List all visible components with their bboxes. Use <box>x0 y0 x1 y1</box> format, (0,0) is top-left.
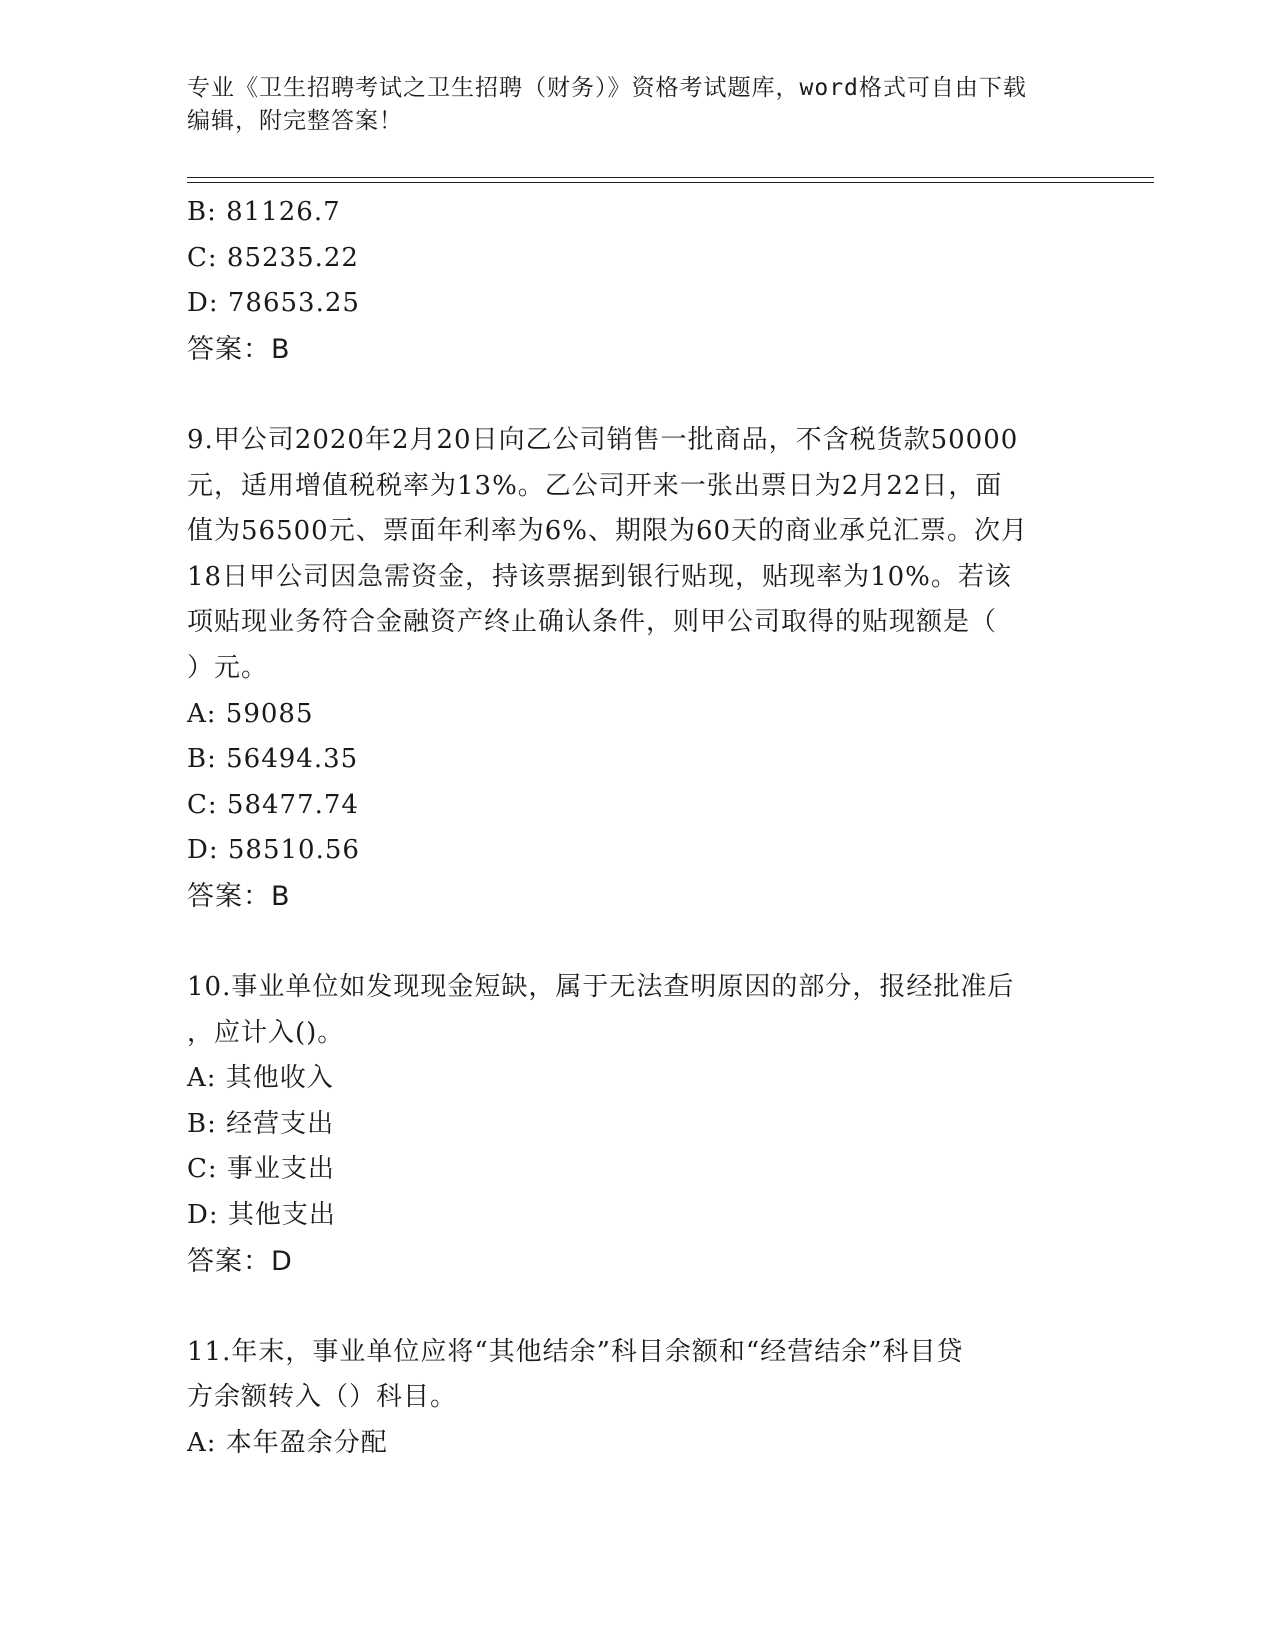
header-line-1: 专业《卫生招聘考试之卫生招聘（财务）》资格考试题库，word格式可自由下载 <box>187 75 1027 101</box>
question-stem-line: 11.年末，事业单位应将“其他结余”科目余额和“经营结余”科目贷 <box>187 1336 964 1367</box>
question-stem-line: 9.甲公司2020年2月20日向乙公司销售一批商品，不含税货款50000 <box>187 424 1019 455</box>
question-stem-line: 元，适用增值税税率为13%。乙公司开来一张出票日为2月22日，面 <box>187 470 1003 501</box>
question-stem-line: 项贴现业务符合金融资产终止确认条件，则甲公司取得的贴现额是（ <box>187 607 998 638</box>
question-stem-line: ）元。 <box>187 652 269 683</box>
document-header <box>187 72 1067 138</box>
question-stem-line: 方余额转入（）科目。 <box>187 1382 458 1413</box>
option-c: C: 58477.74 <box>187 789 359 820</box>
answer: 答案：D <box>187 1245 293 1277</box>
question-stem-line: 值为56500元、票面年利率为6%、期限为60天的商业承兑汇票。次月 <box>187 516 1029 547</box>
spacer <box>187 372 1087 418</box>
spacer <box>187 920 1087 966</box>
question-10 <box>187 965 1087 1284</box>
question-stem-line: ，应计入()。 <box>187 1017 345 1048</box>
option-b: B: 56494.35 <box>187 744 359 775</box>
answer: 答案：B <box>187 880 291 912</box>
option-c: C: 85235.22 <box>187 242 359 273</box>
header-divider-top <box>187 177 1154 178</box>
question-8 <box>187 190 1087 372</box>
option-a: A: 本年盈余分配 <box>187 1428 388 1459</box>
header-line-2: 编辑，附完整答案！ <box>187 108 403 134</box>
spacer <box>187 1284 1087 1330</box>
option-b: B: 经营支出 <box>187 1108 335 1139</box>
option-d: D: 58510.56 <box>187 835 360 866</box>
question-stem-line: 10.事业单位如发现现金短缺，属于无法查明原因的部分，报经批准后 <box>187 972 1015 1003</box>
question-11 <box>187 1330 1087 1467</box>
question-list <box>187 190 1087 1467</box>
option-a: A: 其他收入 <box>187 1063 334 1094</box>
header-divider-bottom <box>187 182 1154 183</box>
option-d: D: 78653.25 <box>187 288 360 319</box>
option-d: D: 其他支出 <box>187 1200 336 1231</box>
question-stem-line: 18日甲公司因急需资金，持该票据到银行贴现，贴现率为10%。若该 <box>187 561 1012 592</box>
option-c: C: 事业支出 <box>187 1154 335 1185</box>
option-b: B: 81126.7 <box>187 197 341 227</box>
question-9 <box>187 418 1087 920</box>
option-a: A: 59085 <box>187 698 314 729</box>
answer: 答案：B <box>187 333 291 365</box>
